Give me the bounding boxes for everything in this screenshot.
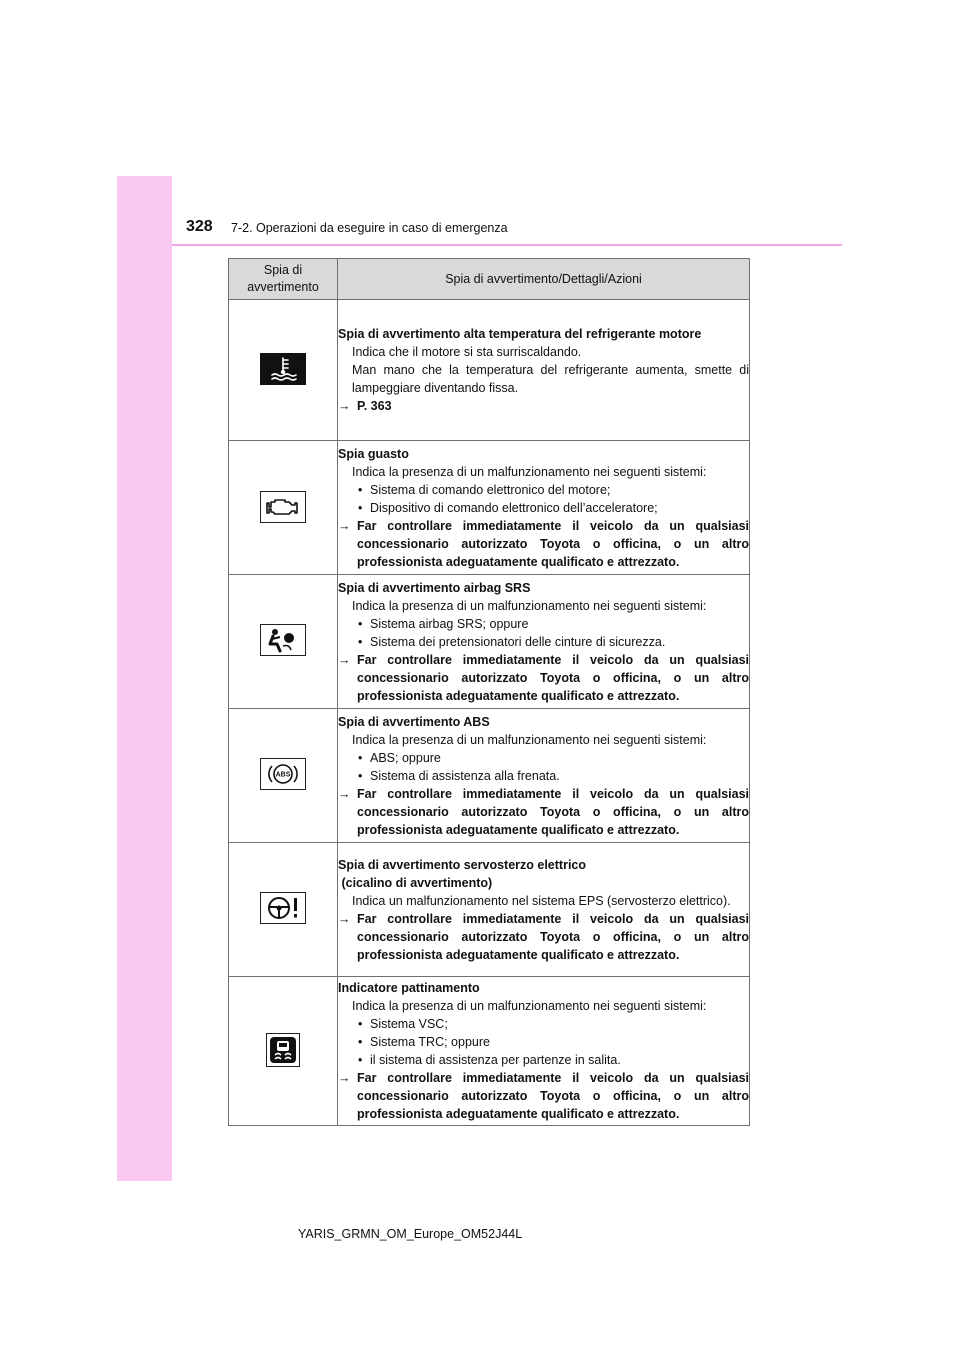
lamp-cell: [229, 575, 338, 709]
table-row: [229, 709, 750, 843]
entry-action: → P. 363: [338, 397, 749, 415]
chapter-side-band: [117, 176, 172, 1181]
list-item: • Sistema airbag SRS; oppure: [338, 615, 749, 633]
lamp-cell: [229, 709, 338, 843]
table-header-row: [229, 259, 750, 300]
entry-description: Indica la presenza di un malfunzionamento nei seguenti sistemi:: [352, 999, 707, 1013]
abs-icon: [260, 758, 306, 790]
power-steering-icon: [260, 892, 306, 924]
lamp-cell: [229, 441, 338, 575]
lamp-cell: [229, 300, 338, 441]
table-row: [229, 441, 750, 575]
entry-title: Spia di avvertimento airbag SRS: [338, 580, 531, 595]
entry-description: Indica la presenza di un malfunzionamento nei seguenti sistemi:: [352, 598, 707, 613]
details-cell: [338, 843, 750, 977]
page-number: 328: [186, 218, 213, 235]
lamp-cell: [229, 977, 338, 1126]
entry-action: → Far controllare immediatamente il veicolo da un qualsiasi concessionario autorizzato Toyota o officina, o un altro professionista adeguatamente qualificato e attrezzato.: [338, 785, 749, 839]
details-cell: [338, 441, 750, 575]
table-row: [229, 977, 750, 1126]
entry-title: Indicatore pattinamento: [338, 981, 480, 995]
entry-description: Man mano che la temperatura del refrigerante aumenta, smette di lampeggiare diventando fissa.: [352, 363, 749, 395]
header-rule: [172, 244, 842, 246]
entry-subtitle: (cicalino di avvertimento): [338, 875, 493, 890]
list-item: • il sistema di assistenza per partenze in salita.: [338, 1051, 749, 1069]
entry-description: Indica la presenza di un malfunzionamento nei seguenti sistemi:: [352, 732, 707, 747]
details-cell: [338, 709, 750, 843]
list-item: • ABS; oppure: [338, 749, 749, 767]
airbag-icon: [260, 624, 306, 656]
table-row: [229, 575, 750, 709]
details-cell: [338, 977, 750, 1126]
list-item: • Sistema VSC;: [338, 1015, 749, 1033]
details-cell: [338, 300, 750, 441]
slip-indicator-icon: [266, 1033, 300, 1067]
document-code: YARIS_GRMN_OM_Europe_OM52J44L: [298, 1227, 523, 1241]
entry-title: Spia di avvertimento alta temperatura del refrigerante motore: [338, 327, 702, 341]
entry-title: Spia di avvertimento ABS: [338, 714, 490, 729]
details-cell: [338, 575, 750, 709]
entry-action: → Far controllare immediatamente il veicolo da un qualsiasi concessionario autorizzato Toyota o officina, o un altro professionista adeguatamente qualificato e attrezzato.: [338, 651, 749, 705]
list-item: • Sistema TRC; oppure: [338, 1033, 749, 1051]
column-header-details: Spia di avvertimento/Dettagli/Azioni: [338, 259, 750, 300]
entry-action: → Far controllare immediatamente il veicolo da un qualsiasi concessionario autorizzato Toyota o officina, o un altro professionista adeguatamente qualificato e attrezzato.: [338, 517, 749, 571]
list-item: • Dispositivo di comando elettronico dell’acceleratore;: [338, 499, 749, 517]
table-row: [229, 300, 750, 441]
check-engine-icon: [260, 491, 306, 523]
entry-title: Spia di avvertimento servosterzo elettrico: [338, 857, 587, 872]
abs-icon-label: ABS: [275, 771, 291, 779]
section-title: 7-2. Operazioni da eseguire in caso di emergenza: [231, 221, 508, 235]
entry-action: → Far controllare immediatamente il veicolo da un qualsiasi concessionario autorizzato Toyota o officina, o un altro professionista adeguatamente qualificato e attrezzato.: [338, 1069, 749, 1123]
list-item: • Sistema di assistenza alla frenata.: [338, 767, 749, 785]
entry-description: Indica la presenza di un malfunzionamento nei seguenti sistemi:: [352, 464, 707, 479]
warning-lights-table: [228, 258, 750, 1126]
column-header-lamp: Spia di avvertimento: [229, 259, 338, 300]
entry-description: Indica che il motore si sta surriscaldando.: [352, 345, 582, 359]
list-item: • Sistema di comando elettronico del motore;: [338, 481, 749, 499]
coolant-temperature-icon: [260, 353, 306, 385]
lamp-cell: [229, 843, 338, 977]
list-item: • Sistema dei pretensionatori delle cinture di sicurezza.: [338, 633, 749, 651]
entry-description: Indica un malfunzionamento nel sistema EPS (servosterzo elettrico).: [352, 893, 731, 908]
entry-action: → Far controllare immediatamente il veicolo da un qualsiasi concessionario autorizzato Toyota o officina, o un altro professionista adeguatamente qualificato e attrezzato.: [338, 910, 749, 964]
table-row: [229, 843, 750, 977]
entry-title: Spia guasto: [338, 446, 409, 461]
